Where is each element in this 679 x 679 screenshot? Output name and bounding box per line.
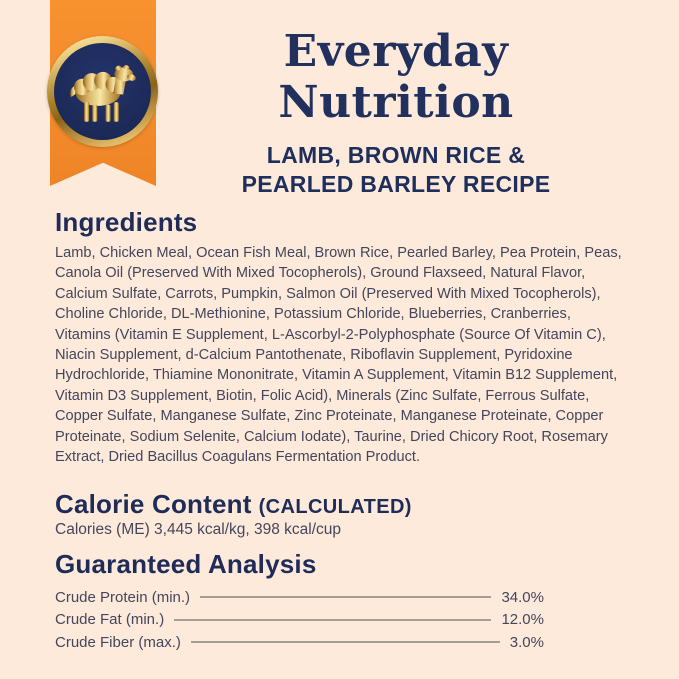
calorie-values: Calories (ME) 3,445 kcal/kg, 398 kcal/cup [55,521,342,538]
ingredients-heading: Ingredients [55,207,198,237]
sheep-medallion [47,36,158,147]
analysis-leader-line [191,641,500,643]
analysis-row-label: Crude Fiber (max.) [55,633,181,651]
analysis-row [55,609,544,632]
product-title-line2: Nutrition [278,77,514,128]
analysis-row-label: Crude Protein (min.) [55,588,191,606]
header [163,26,629,199]
guaranteed-analysis-table [55,586,544,654]
analysis-row-label: Crude Fat (min.) [55,611,165,629]
calorie-content-heading-main: Calorie Content [55,489,252,519]
sheep-icon [65,63,141,123]
analysis-leader-line [200,596,491,598]
ingredients-text: Lamb, Chicken Meal, Ocean Fish Meal, Brown Rice, Pearled Barley, Pea Protein, Peas, Canola Oil (Preserved With Mixed Tocopherols), Ground Flaxseed, Natural Flavor, Calcium Sulfate, Carrots, Pumpkin, Salmon Oil (Preserved With Mixed Tocopherols), Choline Chloride, DL-Methionine, Potassium Chloride, Blueberries, Cranberries, Vitamins (Vitamin E Supplement, L-Ascorbyl-2-Polyphosphate (Source Of Vitamin C), Niacin Supplement, d-Calcium Pantothenate, Riboflavin Supplement, Pyridoxine Hydrochloride, Thiamine Mononitrate, Vitamin A Supplement, Vitamin B12 Supplement, Vitamin D3 Supplement, Biotin, Folic Acid), Minerals (Zinc Sulfate, Ferrous Sulfate, Copper Sulfate, Manganese Sulfate, Zinc Proteinate, Manganese Proteinate, Copper Proteinate, Sodium Selenite, Calcium Iodate), Taurine, Dried Chicory Root, Rosemary Extract, Dried Bacillus Coagulans Fermentation Product. [55,245,622,466]
calorie-content-heading [55,489,412,520]
guaranteed-analysis-heading: Guaranteed Analysis [55,549,317,579]
product-subtitle-line2: PEARLED BARLEY RECIPE [241,171,551,197]
analysis-leader-line [174,619,491,621]
analysis-row [55,631,544,654]
product-title-line1: Everyday [283,26,509,77]
product-subtitle-line1: LAMB, BROWN RICE & [266,142,526,168]
analysis-row-value: 3.0% [509,633,544,651]
analysis-row-value: 12.0% [501,611,544,629]
product-subtitle [163,141,629,199]
medallion-inner-circle [54,43,151,140]
analysis-row [55,586,544,609]
calorie-calculated-label: (CALCULATED) [258,496,412,518]
analysis-row-value: 34.0% [501,588,544,606]
product-title [163,26,629,128]
